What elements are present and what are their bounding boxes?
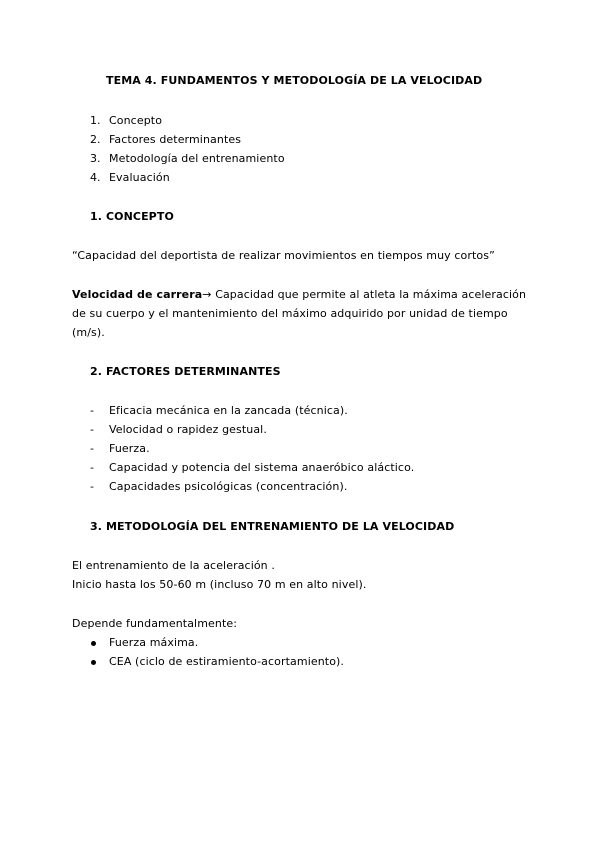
index-number: 3. <box>90 152 101 165</box>
section-heading-factores: 2. FACTORES DETERMINANTES <box>90 365 281 378</box>
bullet-icon <box>91 641 96 646</box>
document-title: TEMA 4. FUNDAMENTOS Y METODOLOGÍA DE LA VELOCIDAD <box>106 74 483 87</box>
term-definition-line-3: (m/s). <box>72 326 105 339</box>
index-item-evaluacion: Evaluación <box>109 171 170 184</box>
index-number: 2. <box>90 133 101 146</box>
index-number: 1. <box>90 114 101 127</box>
section-heading-metodologia: 3. METODOLOGÍA DEL ENTRENAMIENTO DE LA VELOCIDAD <box>90 520 455 533</box>
definition-quote: “Capacidad del deportista de realizar movimientos en tiempos muy cortos” <box>72 249 495 262</box>
dash-marker: - <box>90 404 94 417</box>
term-definition-line <box>72 288 526 302</box>
section-heading-concepto: 1. CONCEPTO <box>90 210 174 223</box>
dash-marker: - <box>90 442 94 455</box>
bullet-icon <box>91 660 96 665</box>
body-text-line: El entrenamiento de la aceleración . <box>72 559 275 572</box>
list-item: Capacidad y potencia del sistema anaeróbico aláctico. <box>109 461 415 474</box>
index-item-concepto: Concepto <box>109 114 163 127</box>
list-item: Velocidad o rapidez gestual. <box>109 423 267 436</box>
term-velocidad-de-carrera: Velocidad de carrera <box>72 288 203 301</box>
dash-marker: - <box>90 461 94 474</box>
index-item-metodologia: Metodología del entrenamiento <box>109 152 285 165</box>
body-text-line: Depende fundamentalmente: <box>72 617 238 630</box>
body-text-line: Inicio hasta los 50-60 m (incluso 70 m en alto nivel). <box>72 578 367 591</box>
list-item: Fuerza. <box>109 442 150 455</box>
dash-marker: - <box>90 480 94 493</box>
term-definition-text: Capacidad que permite al atleta la máxima aceleración <box>211 288 527 301</box>
list-item: Capacidades psicológicas (concentración). <box>109 480 348 493</box>
term-definition-line-2: de su cuerpo y el mantenimiento del máximo adquirido por unidad de tiempo <box>72 307 508 320</box>
index-number: 4. <box>90 171 101 184</box>
list-item: CEA (ciclo de estiramiento-acortamiento). <box>109 655 345 668</box>
arrow-icon: → <box>202 288 212 301</box>
list-item: Eficacia mecánica en la zancada (técnica). <box>109 404 348 417</box>
list-item: Fuerza máxima. <box>109 636 199 649</box>
index-item-factores: Factores determinantes <box>109 133 242 146</box>
dash-marker: - <box>90 423 94 436</box>
